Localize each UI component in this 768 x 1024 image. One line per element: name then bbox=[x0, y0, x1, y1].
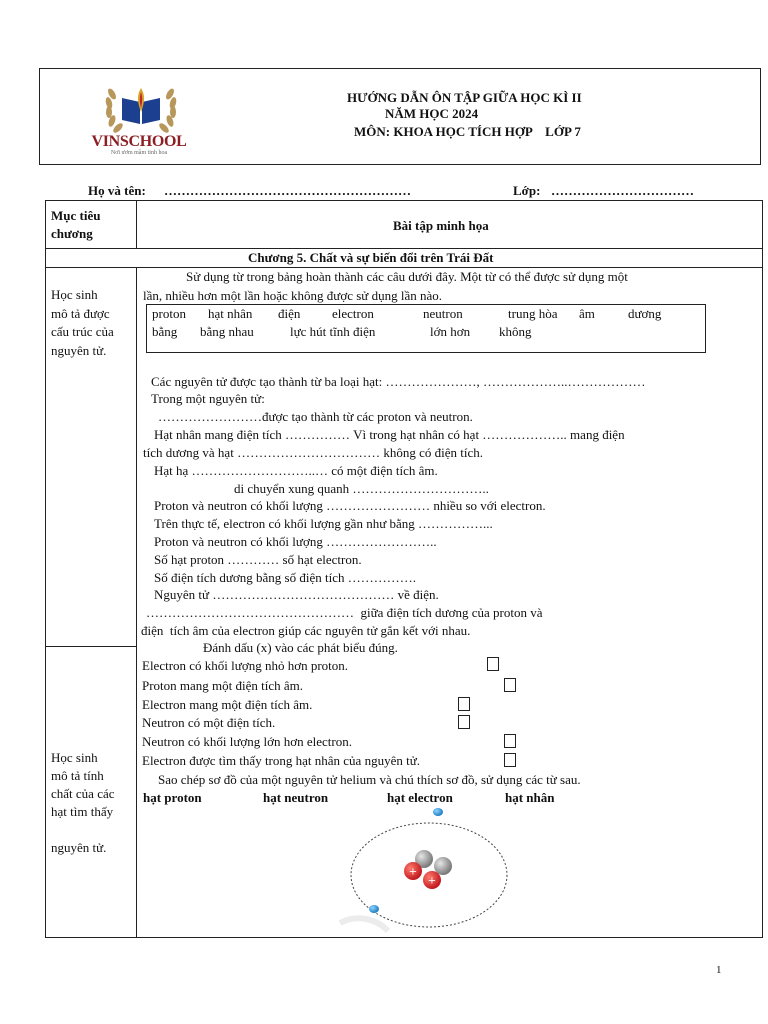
electron-particle bbox=[369, 905, 379, 913]
word-bank-word: điện bbox=[278, 306, 301, 321]
objective-line: mô tả được bbox=[51, 306, 110, 321]
word-bank-word: trung hòa bbox=[508, 306, 558, 321]
word-bank-word: proton bbox=[152, 306, 186, 321]
fill-in-line[interactable]: ………………………………………… giữa điện tích dương của proton và bbox=[146, 605, 543, 620]
logo-text: VINSCHOOL bbox=[91, 133, 187, 150]
statement-text: Proton mang một điện tích âm. bbox=[142, 678, 304, 693]
class-label: Lớp: bbox=[513, 183, 541, 198]
fill-in-line[interactable]: Nguyên tử …………………………………… về điện. bbox=[154, 587, 439, 602]
statement-checkbox[interactable] bbox=[458, 715, 470, 729]
col-objective-header-2: chương bbox=[51, 226, 93, 241]
statement-checkbox[interactable] bbox=[504, 678, 516, 692]
neutron-particle bbox=[434, 857, 452, 875]
helium-atom-diagram bbox=[330, 805, 510, 937]
exercise2-instruction: Đánh dấu (x) vào các phát biểu đúng. bbox=[203, 640, 398, 655]
fill-in-line[interactable]: Số hạt proton ………… số hạt electron. bbox=[154, 552, 362, 567]
objective-line: mô tả tính bbox=[51, 768, 104, 783]
word-bank-word: lực hút tĩnh điện bbox=[290, 324, 376, 339]
word-bank-word: không bbox=[499, 324, 532, 339]
fill-in-line[interactable]: Hạt hạ ………………………..… có một điện tích âm. bbox=[154, 463, 438, 478]
watermark-arc bbox=[340, 918, 388, 931]
fill-in-line: điện tích âm của electron giúp các nguyên tử gắn kết với nhau. bbox=[141, 623, 471, 638]
statement-checkbox[interactable] bbox=[458, 697, 470, 711]
exercise3-instruction: Sao chép sơ đồ của một nguyên tử helium và chú thích sơ đồ, sử dụng các từ sau. bbox=[158, 772, 581, 787]
word-bank-word: hạt nhân bbox=[208, 306, 253, 321]
statement-text: Neutron có khối lượng lớn hơn electron. bbox=[142, 734, 352, 749]
fill-in-line: Trong một nguyên tử: bbox=[151, 391, 265, 406]
nucleus bbox=[404, 850, 452, 889]
word-bank-word: âm bbox=[579, 306, 595, 321]
class-field[interactable]: …………………………… bbox=[551, 183, 694, 198]
statement-checkbox[interactable] bbox=[487, 657, 499, 671]
fill-in-line[interactable]: Các nguyên tử được tạo thành từ ba loại hạt: …………………, ………………..……………… bbox=[151, 374, 646, 389]
label-proton: hạt proton bbox=[143, 790, 202, 805]
fill-in-line[interactable]: Trên thực tế, electron có khối lượng gần như bằng ……………... bbox=[154, 516, 493, 531]
fill-in-line[interactable]: ……………………được tạo thành từ các proton và neutron. bbox=[158, 409, 473, 424]
word-bank-word: electron bbox=[332, 306, 374, 321]
objective-line: Học sinh bbox=[51, 287, 98, 302]
objective-line: nguyên tử. bbox=[51, 343, 107, 358]
fill-in-line[interactable]: di chuyển xung quanh ………………………….. bbox=[234, 481, 489, 496]
label-nucleus: hạt nhân bbox=[505, 790, 555, 805]
objective-line: hạt tìm thấy bbox=[51, 804, 114, 819]
fill-in-line[interactable]: Số điện tích dương bằng số điện tích ……………. bbox=[154, 570, 416, 585]
statement-text: Electron được tìm thấy trong hạt nhân của nguyên tử. bbox=[142, 753, 421, 768]
proton-charge-sign: + bbox=[427, 875, 437, 887]
word-bank-word: neutron bbox=[423, 306, 463, 321]
electron-particle bbox=[433, 808, 443, 816]
fill-in-line[interactable]: Proton và neutron có khối lượng …………………… nhiều so với electron. bbox=[154, 498, 546, 513]
fill-in-line[interactable]: Hạt nhân mang điện tích …………… Vì trong hạt nhân có hạt ……………….. mang điện bbox=[154, 427, 625, 442]
label-neutron: hạt neutron bbox=[263, 790, 329, 805]
word-bank-word: bằng bbox=[152, 324, 178, 339]
proton-charge-sign: + bbox=[408, 866, 418, 878]
label-electron: hạt electron bbox=[387, 790, 453, 805]
page-number: 1 bbox=[716, 964, 722, 976]
col-objective-header-1: Mục tiêu bbox=[51, 208, 101, 223]
name-label: Họ và tên: bbox=[88, 183, 146, 198]
fill-in-line[interactable]: Proton và neutron có khối lượng …………………….. bbox=[154, 534, 437, 549]
objective-line: cấu trúc của bbox=[51, 324, 114, 339]
exercise1-instruction-2: lần, nhiều hơn một lần hoặc không được sử dụng lần nào. bbox=[143, 288, 442, 303]
title-line-1: HƯỚNG DẪN ÔN TẬP GIỮA HỌC KÌ II bbox=[347, 90, 582, 105]
word-bank-word: bằng nhau bbox=[200, 324, 254, 339]
statement-text: Electron có khối lượng nhỏ hơn proton. bbox=[142, 658, 349, 673]
exercise1-instruction-1: Sử dụng từ trong bảng hoàn thành các câu dưới đây. Một từ có thể được sử dụng một bbox=[186, 269, 628, 284]
title-line-3: MÔN: KHOA HỌC TÍCH HỢP LỚP 7 bbox=[354, 124, 581, 139]
statement-text: Electron mang một điện tích âm. bbox=[142, 697, 313, 712]
statement-checkbox[interactable] bbox=[504, 734, 516, 748]
statement-text: Neutron có một điện tích. bbox=[142, 715, 276, 730]
word-bank-word: lớn hơn bbox=[430, 324, 471, 339]
statement-checkbox[interactable] bbox=[504, 753, 516, 767]
col-exercise-header: Bài tập minh họa bbox=[393, 218, 489, 233]
objective-line: chất của các bbox=[51, 786, 115, 801]
fill-in-line[interactable]: tích dương và hạt …………………………… không có điện tích. bbox=[143, 445, 483, 460]
logo-tagline: Nơi ươm mầm tinh hoa bbox=[110, 150, 168, 156]
name-field[interactable]: ………………………………………………… bbox=[164, 183, 411, 198]
title-line-2: NĂM HỌC 2024 bbox=[385, 106, 479, 121]
chapter-title: Chương 5. Chất và sự biến đổi trên Trái Đất bbox=[248, 250, 494, 265]
word-bank-word: dương bbox=[628, 306, 662, 321]
objective-line: Học sinh bbox=[51, 750, 98, 765]
objective-line: nguyên tử. bbox=[51, 840, 107, 855]
